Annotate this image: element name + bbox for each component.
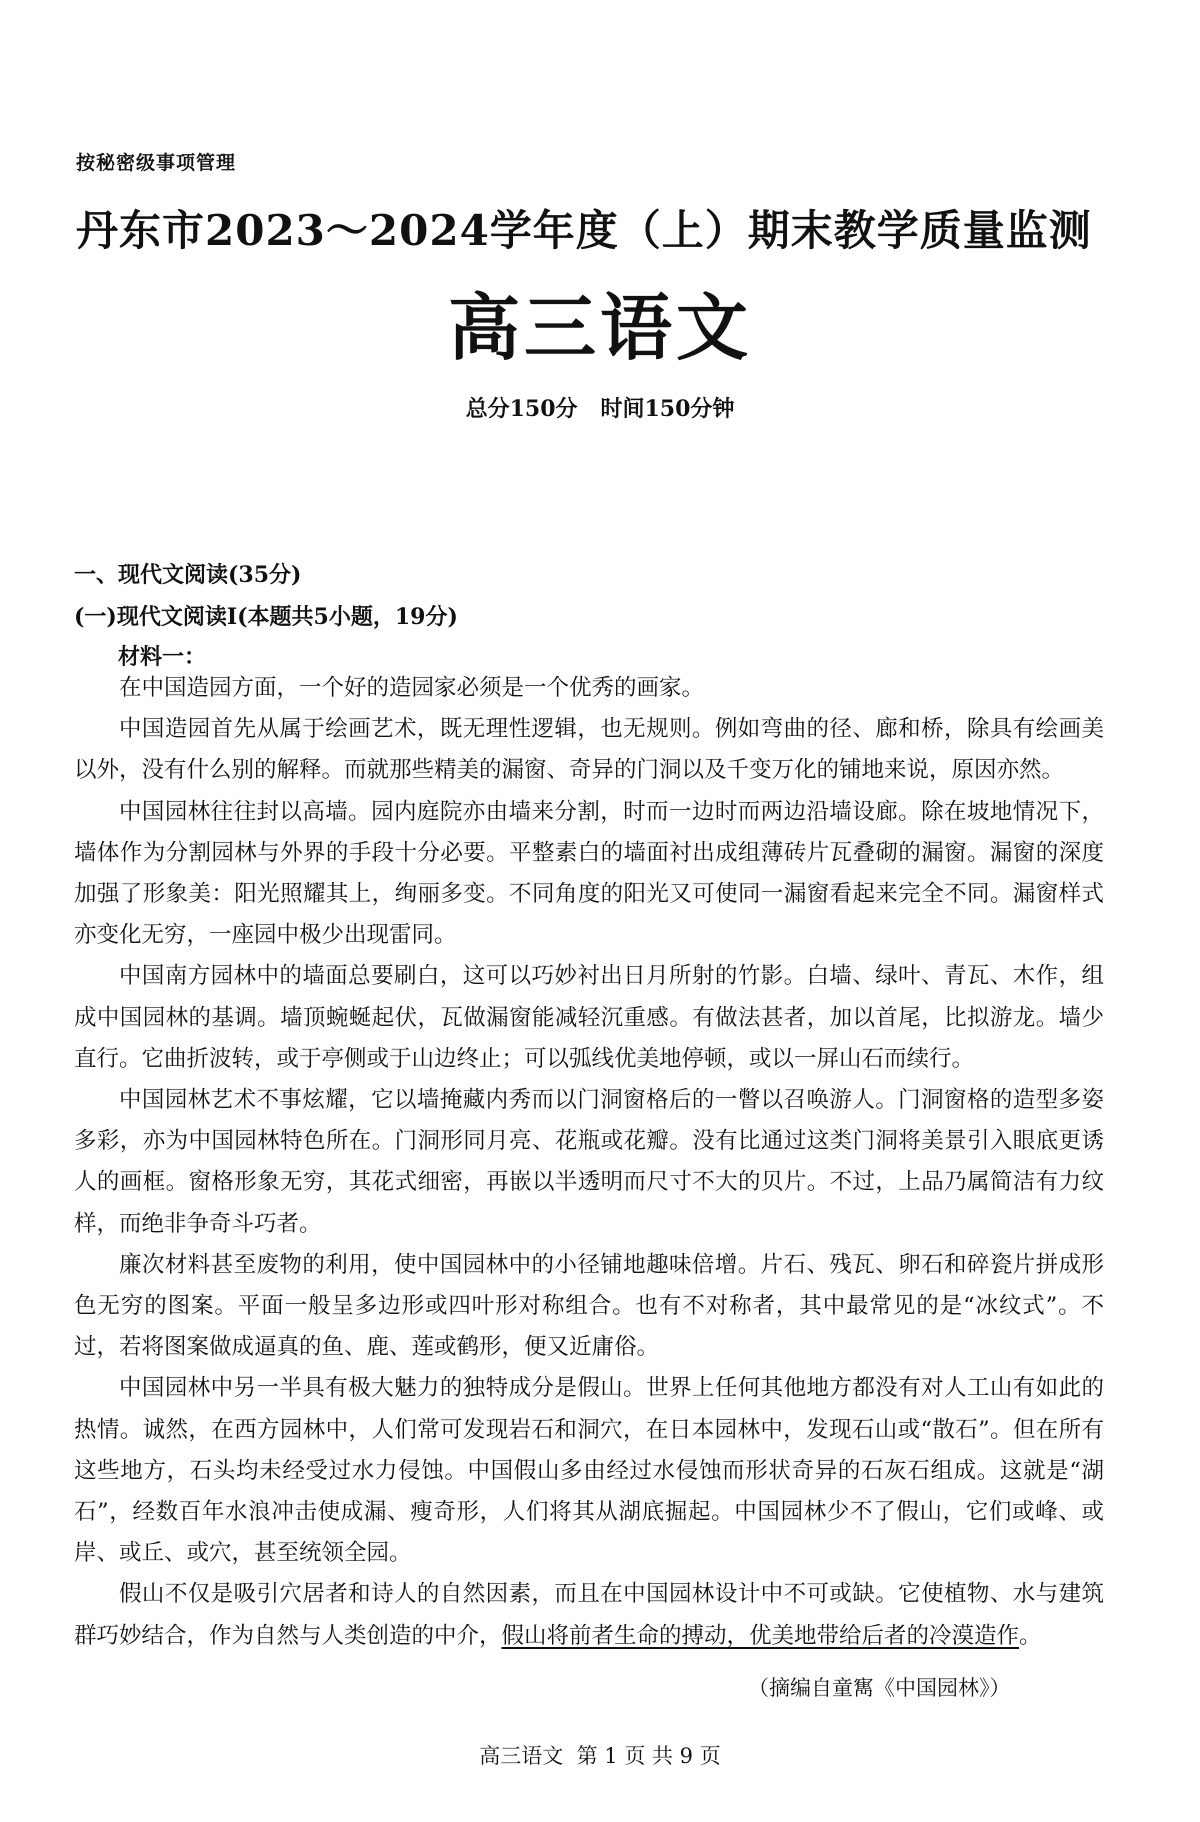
subject-title: 高三语文 <box>447 286 752 370</box>
passage-paragraph: 中国南方园林中的墙面总要刷白，这可以巧妙衬出日月所射的竹影。白墙、绿叶、青瓦、木作，组成中国园林的基调。墙顶蜿蜒起伏，瓦做漏窗能减轻沉重感。有做法甚者，加以首尾，比拟游龙。墙少直行。它曲折波转，或于亭侧或于山边终止；可以弧线优美地停顿，或以一屏山石而续行。 <box>74 963 1104 1072</box>
passage-text: 假山不仅是吸引穴居者和诗人的自然因素，而且在中国园林设计中不可或缺。它使植物、水与建筑群巧妙结合，作为自然与人类创造的中介， <box>74 1581 1104 1649</box>
passage-paragraph: 中国园林艺术不事炫耀，它以墙掩藏内秀而以门洞窗格后的一瞥以召唤游人。门洞窗格的造型多姿多彩，亦为中国园林特色所在。门洞形同月亮、花瓶或花瓣。没有比通过这类门洞将美景引入眼底更诱人的画框。窗格形象无穷，其花式细密，再嵌以半透明而尺寸不大的贝片。不过，上品乃属简洁有力纹样，而绝非争奇斗巧者。 <box>74 1087 1104 1237</box>
section-title: 一、现代文阅读(35分) <box>74 562 302 588</box>
secrecy-notice: 按秘密级事项管理 <box>76 152 237 174</box>
reading-passage <box>74 668 1104 1657</box>
passage-text: 。 <box>1019 1622 1042 1649</box>
underlined-sentence: 假山将前者生命的搏动，优美地带给后者的冷漠造作 <box>501 1622 1020 1649</box>
passage-paragraph: 中国园林往往封以高墙。园内庭院亦由墙来分割，时而一边时而两边沿墙设廊。除在坡地情况下，墙体作为分割园林与外界的手段十分必要。平整素白的墙面衬出成组薄砖片瓦叠砌的漏窗。漏窗的深度加强了形象美：阳光照耀其上，绚丽多变。不同角度的阳光又可使同一漏窗看起来完全不同。漏窗样式亦变化无穷，一座园中极少出现雷同。 <box>74 798 1104 949</box>
exam-title: 丹东市2023～2024学年度（上）期末教学质量监测 <box>76 206 1092 255</box>
passage-paragraph: 中国园林中另一半具有极大魅力的独特成分是假山。世界上任何其他地方都没有对人工山有如此的热情。诚然，在西方园林中，人们常可发现岩石和洞穴，在日本园林中，发现石山或“散石”。但在所有这些地方，石头均未经受过水力侵蚀。中国假山多由经过水侵蚀而形状奇异的石灰石组成。这就是“湖石”，经数百年水浪冲击使成漏、瘦奇形，人们将其从湖底掘起。中国园林少不了假山，它们或峰、或岸、或丘、或穴，甚至统领全园。 <box>74 1375 1104 1567</box>
passage-paragraph: 廉次材料甚至废物的利用，使中国园林中的小径铺地趣味倍增。片石、残瓦、卵石和碎瓷片拼成形色无穷的图案。平面一般呈多边形或四叶形对称组合。也有不对称者，其中最常见的是“冰纹式”。不过，若将图案做成逼真的鱼、鹿、莲或鹤形，便又近庸俗。 <box>74 1251 1104 1361</box>
subsection-title: (一)现代文阅读Ⅰ(本题共5小题，19分) <box>74 604 458 630</box>
material-label: 材料一： <box>118 644 207 670</box>
passage-paragraph: 在中国造园方面，一个好的造园家必须是一个优秀的画家。 <box>119 675 705 701</box>
exam-meta: 总分150分 时间150分钟 <box>465 396 735 422</box>
passage-paragraph: 中国造园首先从属于绘画艺术，既无理性逻辑，也无规则。例如弯曲的径、廊和桥，除具有绘画美以外，没有什么别的解释。而就那些精美的漏窗、奇异的门洞以及千变万化的铺地来说，原因亦然。 <box>74 716 1104 784</box>
passage-paragraph-last <box>74 1574 1104 1656</box>
page-footer: 高三语文 第 1 页 共 9 页 <box>479 1744 721 1768</box>
source-citation: （摘编自童寯《中国园林》） <box>748 1676 1011 1700</box>
